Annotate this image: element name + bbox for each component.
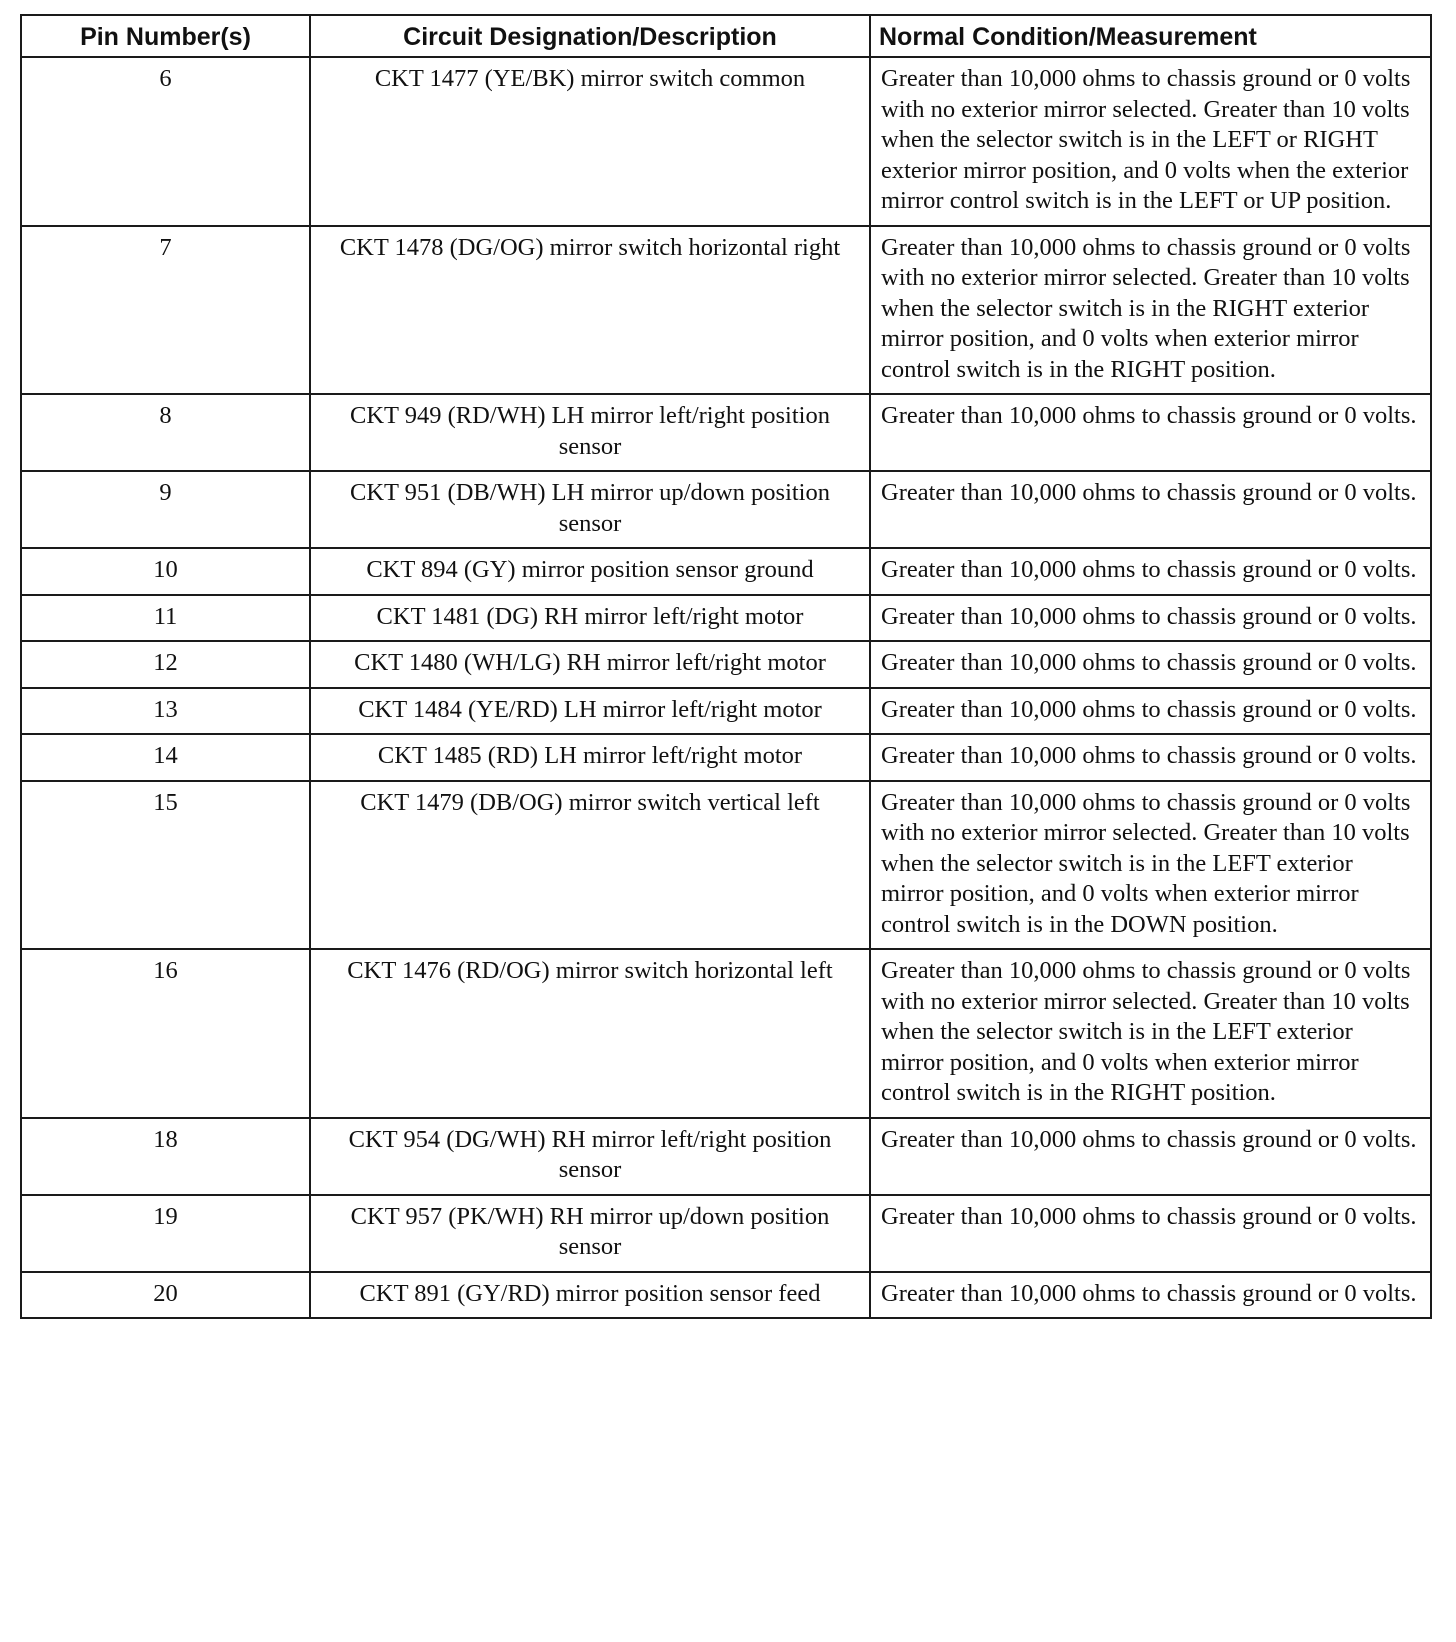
pin-number-cell: 15 <box>21 781 310 950</box>
circuit-description-cell: CKT 1481 (DG) RH mirror left/right motor <box>310 595 870 642</box>
pin-number-cell: 7 <box>21 226 310 395</box>
table-row <box>21 595 1431 642</box>
pin-number-cell: 20 <box>21 1272 310 1319</box>
pin-number-cell: 14 <box>21 734 310 781</box>
pin-number-cell: 16 <box>21 949 310 1118</box>
header-row <box>21 15 1431 57</box>
condition-cell: Greater than 10,000 ohms to chassis ground or 0 volts. <box>870 471 1431 548</box>
pin-number-cell: 10 <box>21 548 310 595</box>
condition-cell: Greater than 10,000 ohms to chassis ground or 0 volts with no exterior mirror selected. Greater than 10 volts when the selector switch is in the LEFT exterior mirror position, and 0 volts when exterior mirror control switch is in the DOWN position. <box>870 781 1431 950</box>
condition-cell: Greater than 10,000 ohms to chassis ground or 0 volts. <box>870 1118 1431 1195</box>
condition-cell: Greater than 10,000 ohms to chassis ground or 0 volts. <box>870 1272 1431 1319</box>
circuit-description-cell: CKT 891 (GY/RD) mirror position sensor feed <box>310 1272 870 1319</box>
table-row <box>21 734 1431 781</box>
circuit-description-cell: CKT 951 (DB/WH) LH mirror up/down position sensor <box>310 471 870 548</box>
table-row <box>21 548 1431 595</box>
circuit-description-cell: CKT 1478 (DG/OG) mirror switch horizontal right <box>310 226 870 395</box>
condition-cell: Greater than 10,000 ohms to chassis ground or 0 volts. <box>870 1195 1431 1272</box>
table-header <box>21 15 1431 57</box>
circuit-description-cell: CKT 894 (GY) mirror position sensor ground <box>310 548 870 595</box>
pin-number-cell: 9 <box>21 471 310 548</box>
condition-cell: Greater than 10,000 ohms to chassis ground or 0 volts. <box>870 548 1431 595</box>
table-row <box>21 688 1431 735</box>
circuit-description-cell: CKT 1479 (DB/OG) mirror switch vertical left <box>310 781 870 950</box>
table-row <box>21 471 1431 548</box>
circuit-description-cell: CKT 1485 (RD) LH mirror left/right motor <box>310 734 870 781</box>
condition-cell: Greater than 10,000 ohms to chassis ground or 0 volts. <box>870 595 1431 642</box>
condition-cell: Greater than 10,000 ohms to chassis ground or 0 volts. <box>870 394 1431 471</box>
table-row <box>21 1118 1431 1195</box>
pin-number-cell: 13 <box>21 688 310 735</box>
pin-number-cell: 18 <box>21 1118 310 1195</box>
table-row <box>21 394 1431 471</box>
circuit-description-cell: CKT 949 (RD/WH) LH mirror left/right position sensor <box>310 394 870 471</box>
circuit-description-cell: CKT 954 (DG/WH) RH mirror left/right position sensor <box>310 1118 870 1195</box>
pin-number-cell: 11 <box>21 595 310 642</box>
condition-cell: Greater than 10,000 ohms to chassis ground or 0 volts with no exterior mirror selected. Greater than 10 volts when the selector switch is in the LEFT or RIGHT exterior mirror position, and 0 volts when the exterior mirror control switch is in the LEFT or UP position. <box>870 57 1431 226</box>
condition-cell: Greater than 10,000 ohms to chassis ground or 0 volts with no exterior mirror selected. Greater than 10 volts when the selector switch is in the LEFT exterior mirror position, and 0 volts when exterior mirror control switch is in the RIGHT position. <box>870 949 1431 1118</box>
pin-number-cell: 19 <box>21 1195 310 1272</box>
table-row <box>21 57 1431 226</box>
header-normal-condition: Normal Condition/Measurement <box>870 15 1431 57</box>
circuit-description-cell: CKT 957 (PK/WH) RH mirror up/down position sensor <box>310 1195 870 1272</box>
circuit-description-cell: CKT 1484 (YE/RD) LH mirror left/right motor <box>310 688 870 735</box>
table-row <box>21 226 1431 395</box>
circuit-description-cell: CKT 1476 (RD/OG) mirror switch horizontal left <box>310 949 870 1118</box>
table-body <box>21 57 1431 1318</box>
table-row <box>21 1195 1431 1272</box>
pin-number-cell: 12 <box>21 641 310 688</box>
condition-cell: Greater than 10,000 ohms to chassis ground or 0 volts with no exterior mirror selected. Greater than 10 volts when the selector switch is in the RIGHT exterior mirror position, and 0 volts when exterior mirror control switch is in the RIGHT position. <box>870 226 1431 395</box>
table-row <box>21 781 1431 950</box>
pin-circuit-table <box>20 14 1432 1319</box>
header-pin-numbers: Pin Number(s) <box>21 15 310 57</box>
table-row <box>21 949 1431 1118</box>
circuit-description-cell: CKT 1480 (WH/LG) RH mirror left/right motor <box>310 641 870 688</box>
circuit-description-cell: CKT 1477 (YE/BK) mirror switch common <box>310 57 870 226</box>
pin-number-cell: 8 <box>21 394 310 471</box>
table-row <box>21 1272 1431 1319</box>
table-row <box>21 641 1431 688</box>
header-circuit-description: Circuit Designation/Description <box>310 15 870 57</box>
condition-cell: Greater than 10,000 ohms to chassis ground or 0 volts. <box>870 734 1431 781</box>
condition-cell: Greater than 10,000 ohms to chassis ground or 0 volts. <box>870 641 1431 688</box>
pin-number-cell: 6 <box>21 57 310 226</box>
condition-cell: Greater than 10,000 ohms to chassis ground or 0 volts. <box>870 688 1431 735</box>
